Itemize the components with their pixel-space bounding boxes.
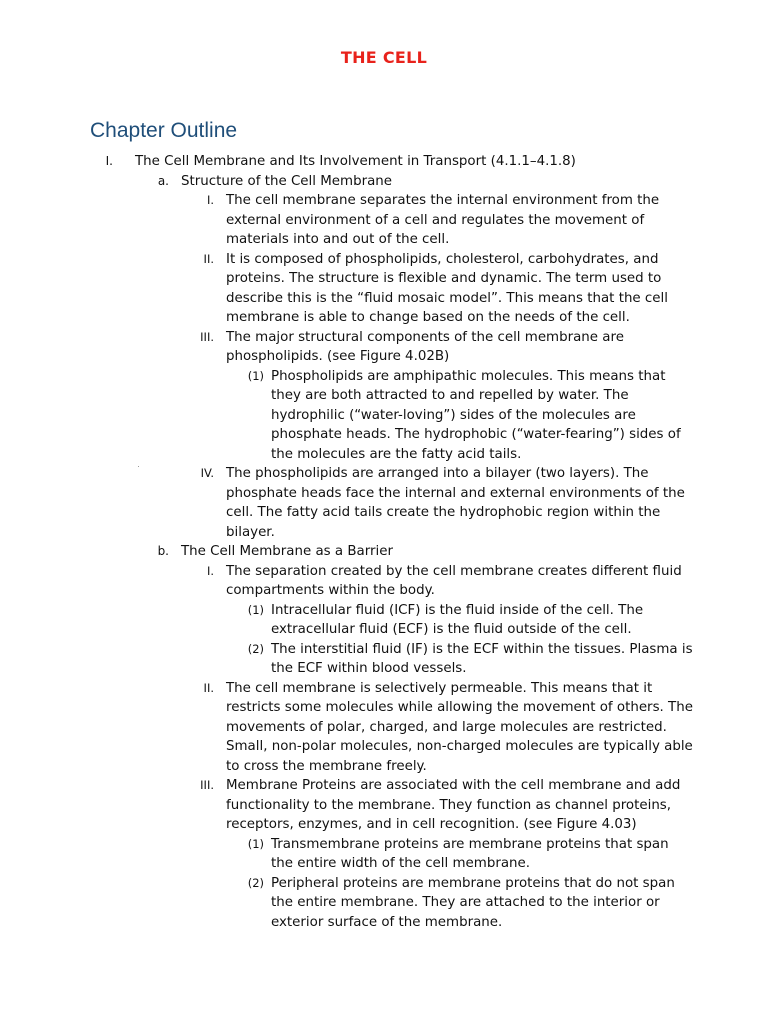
chapter-outline-heading: Chapter Outline — [90, 119, 238, 142]
section-heading: The Cell Membrane and Its Involvement in Transport (4.1.1–4.1.8) — [135, 154, 576, 169]
point-text-line: The cell membrane is selectively permeable. This means that it — [226, 680, 653, 696]
item-marker: (2) — [247, 875, 264, 890]
item-text-line: exterior surface of the membrane. — [271, 914, 503, 930]
point-text-line: functionality to the membrane. They function as channel proteins, — [226, 797, 672, 813]
point-marker: III. — [200, 778, 214, 792]
item-text-line: they are both attracted to and repelled by water. The — [271, 388, 629, 403]
point-text-line: The cell membrane separates the internal environment from the — [226, 193, 660, 208]
point-text-line: materials into and out of the cell. — [226, 232, 450, 247]
item-text-line: hydrophilic (“water-loving”) sides of the molecules are — [271, 407, 636, 423]
point-text-line: The major structural components of the cell membrane are — [226, 329, 624, 345]
point-text-line: describe this is the “fluid mosaic model”. This means that the cell — [226, 290, 668, 306]
stray-mark — [138, 466, 139, 467]
item-marker: (1) — [247, 836, 264, 851]
item-marker: (2) — [247, 641, 264, 656]
subsection-marker: b. — [157, 544, 169, 558]
item-text-line: the ECF within blood vessels. — [271, 661, 467, 676]
subsection-marker: a. — [157, 173, 169, 188]
item-text-line: The interstitial fluid (IF) is the ECF within the tissues. Plasma is — [271, 641, 693, 657]
item-marker: (1) — [247, 368, 264, 383]
point-text-line: membrane is able to change based on the needs of the cell. — [226, 310, 630, 325]
subsection-heading: The Cell Membrane as a Barrier — [181, 544, 394, 559]
point-text-line: cell. The fatty acid tails create the hydrophobic region within the — [226, 505, 661, 520]
item-text-line: phosphate heads. The hydrophobic (“water-fearing”) sides of — [271, 427, 681, 442]
item-text-line: the entire width of the cell membrane. — [271, 856, 531, 871]
point-text-line: receptors, enzymes, and in cell recognition. (see Figure 4.03) — [226, 817, 637, 832]
point-text-line: The phospholipids are arranged into a bilayer (two layers). The — [226, 466, 649, 481]
point-marker: I. — [206, 563, 214, 578]
point-text-line: restricts some molecules while allowing the movement of others. The — [226, 700, 693, 715]
point-text-line: It is composed of phospholipids, cholesterol, carbohydrates, and — [226, 251, 659, 267]
point-text-line: Membrane Proteins are associated with the cell membrane and add — [226, 778, 681, 793]
point-text-line: phosphate heads face the internal and external environments of the — [226, 485, 685, 501]
point-marker: I. — [206, 193, 214, 207]
point-text-line: to cross the membrane freely. — [226, 758, 427, 774]
point-text-line: phospholipids. (see Figure 4.02B) — [226, 349, 450, 364]
item-text-line: Phospholipids are amphipathic molecules. This means that — [271, 368, 666, 384]
item-text-line: the molecules are the fatty acid tails. — [271, 446, 522, 462]
document-title: THE CELL — [340, 48, 428, 67]
point-marker: III. — [200, 329, 214, 344]
point-text-line: compartments within the body. — [226, 583, 435, 598]
point-text-line: Small, non-polar molecules, non-charged molecules are typically able — [226, 739, 693, 754]
item-text-line: Peripheral proteins are membrane proteins that do not span — [271, 875, 675, 891]
point-text-line: movements of polar, charged, and large molecules are restricted. — [226, 719, 667, 735]
point-text-line: proteins. The structure is flexible and dynamic. The term used to — [226, 271, 662, 286]
item-text-line: the entire membrane. They are attached to the interior or — [271, 895, 660, 910]
point-text-line: external environment of a cell and regulates the movement of — [226, 212, 645, 228]
point-text-line: The separation created by the cell membrane creates different fluid — [226, 563, 682, 579]
subsection-heading: Structure of the Cell Membrane — [181, 173, 393, 189]
point-marker: II. — [203, 251, 214, 266]
point-marker: II. — [203, 680, 214, 695]
point-text-line: bilayer. — [226, 524, 275, 540]
point-marker: IV. — [200, 466, 214, 480]
item-marker: (1) — [247, 602, 264, 617]
item-text-line: extracellular fluid (ECF) is the fluid outside of the cell. — [271, 622, 632, 637]
item-text-line: Intracellular fluid (ICF) is the fluid inside of the cell. The — [271, 602, 644, 618]
section-marker: I. — [105, 154, 113, 168]
item-text-line: Transmembrane proteins are membrane proteins that span — [271, 836, 669, 852]
